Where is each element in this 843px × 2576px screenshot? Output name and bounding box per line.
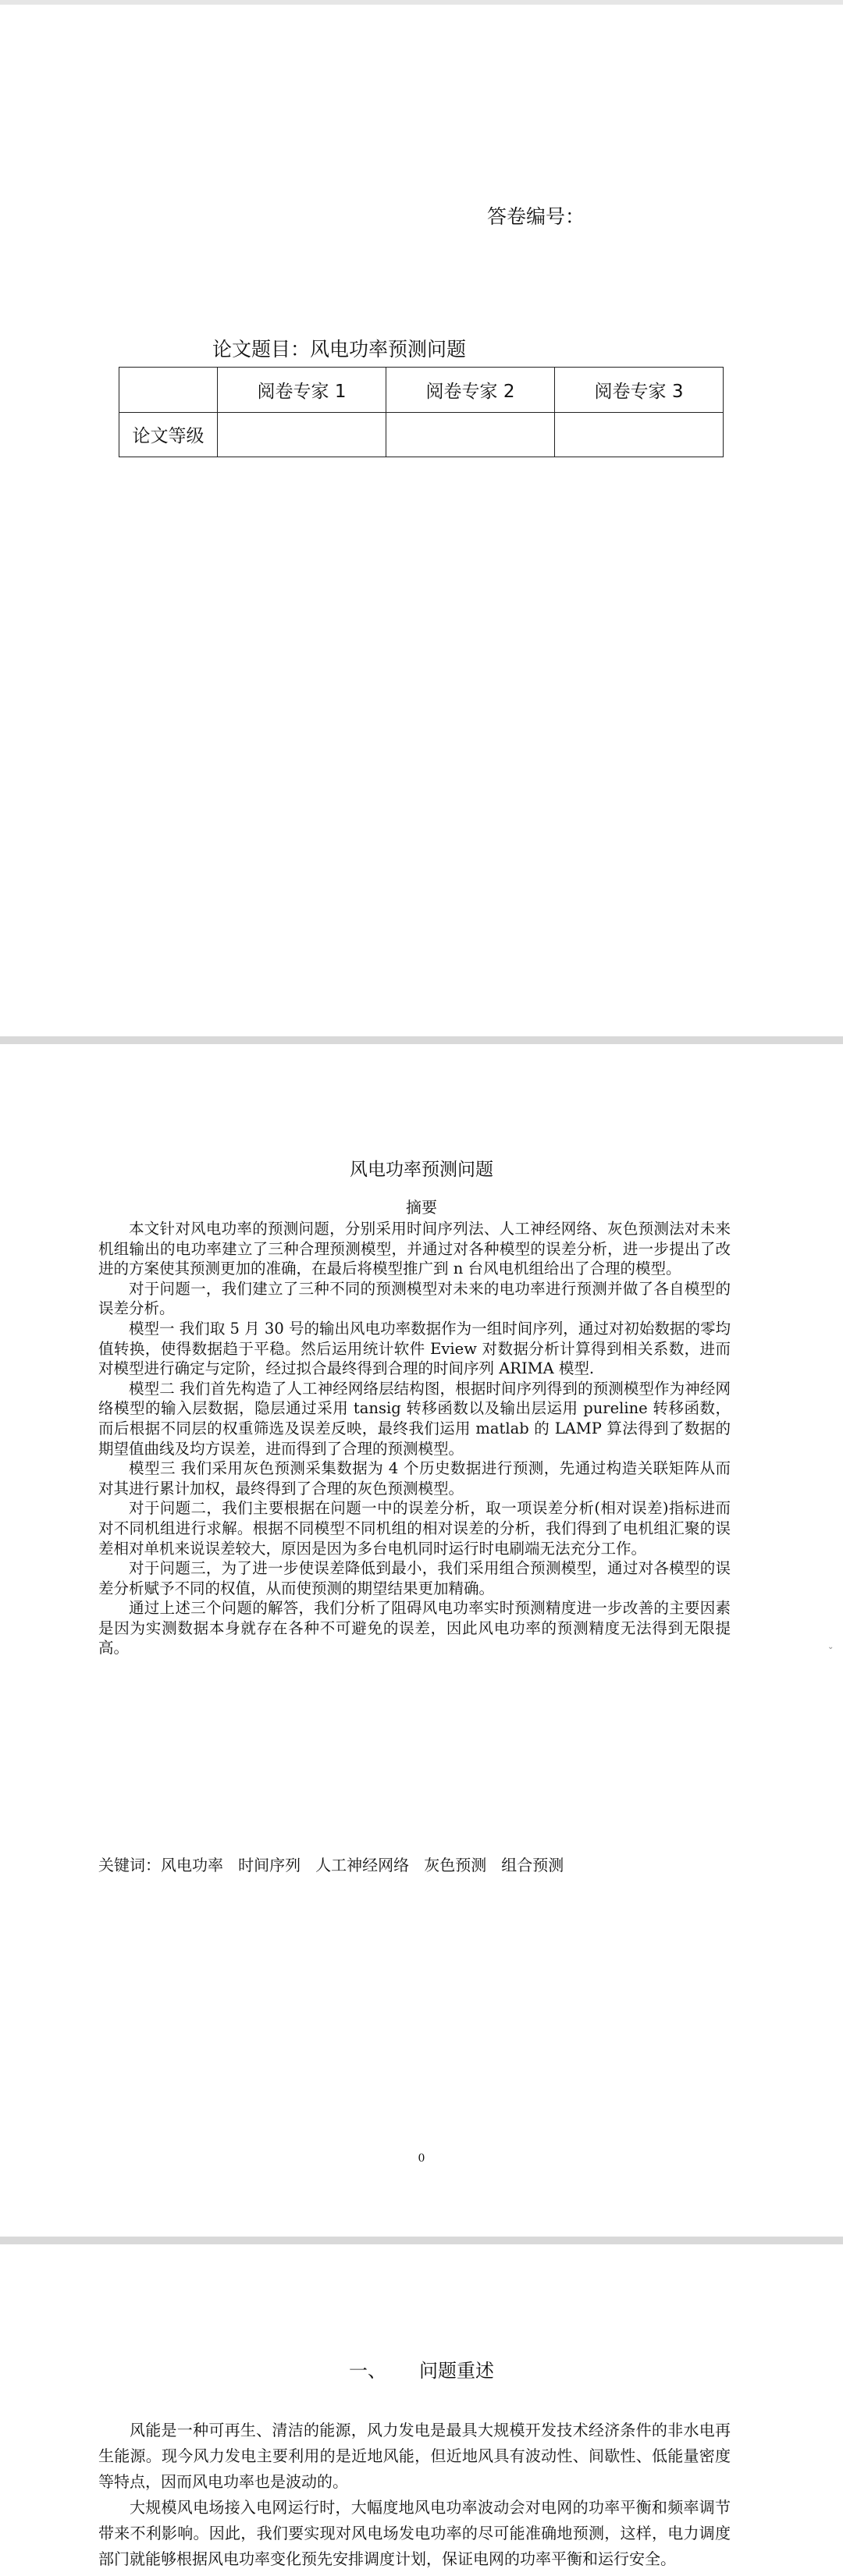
grading-table	[119, 367, 724, 457]
abstract-paragraph: 对于问题三，为了进一步使误差降低到最小，我们采用组合预测模型，通过对各模型的误差分析赋予不同的权值，从而使预测的期望结果更加精确。	[98, 1559, 731, 1597]
grade-cell-expert-1	[218, 412, 386, 457]
cover-page	[0, 5, 843, 1036]
page-separator	[0, 1036, 843, 1044]
answer-number-label: 答卷编号：	[487, 205, 585, 228]
abstract-paragraph: 模型一 我们取 5 月 30 号的输出风电功率数据作为一组时间序列，通过对初始数据的零均值转换，使得数据趋于平稳。然后运用统计软件 Eview 对数据分析计算得到相关系数，进而对模型进行确定与定阶，经过拟合最终得到合理的时间序列 ARIMA 模型.	[98, 1319, 731, 1378]
abstract-heading: 摘要	[406, 1198, 437, 1217]
header-expert-1: 阅卷专家 1	[218, 368, 386, 413]
row-label-grade: 论文等级	[119, 412, 218, 457]
table-header-row	[119, 368, 724, 413]
abstract-paragraph: 模型三 我们采用灰色预测采集数据为 4 个历史数据进行预测，先通过构造关联矩阵从而对其进行累计加权，最终得到了合理的灰色预测模型。	[98, 1459, 731, 1498]
section-title: 问题重述	[419, 2360, 494, 2382]
section-body	[98, 2418, 731, 2572]
page-number: 0	[418, 2152, 425, 2165]
abstract-paragraph: 模型二 我们首先构造了人工神经网络层结构图，根据时间序列得到的预测模型作为神经网络模型的输入层数据，隐层通过采用 tansig 转移函数以及输出层运用 pureline 转移函数，而后根据不同层的权重筛选及误差反映，最终我们运用 matlab 的 LAMP 算法得到了数据的期望值曲线及均方误差，进而得到了合理的预测模型。	[98, 1379, 731, 1458]
header-expert-2: 阅卷专家 2	[386, 368, 555, 413]
abstract-body	[98, 1219, 731, 1658]
section-paragraph: 大规模风电场接入电网运行时，大幅度地风电功率波动会对电网的功率平衡和频率调节带来不利影响。因此，我们要实现对风电场发电功率的尽可能准确地预测，这样，电力调度部门就能够根据风电功率变化预先安排调度计划，保证电网的功率平衡和运行安全。	[98, 2498, 731, 2568]
page-separator	[0, 2237, 843, 2244]
abstract-paragraph: 通过上述三个问题的解答，我们分析了阻碍风电功率实时预测精度进一步改善的主要因素是因为实测数据本身就存在各种不可避免的误差，因此风电功率的预测精度无法得到无限提高。	[98, 1599, 731, 1658]
paper-title: 论文题目：风电功率预测问题	[212, 338, 467, 361]
document-title: 风电功率预测问题	[350, 1160, 493, 1180]
section-heading	[0, 2355, 843, 2382]
margin-mark: ⌄	[827, 1643, 834, 1651]
section-number: 一、	[349, 2360, 386, 2382]
abstract-paragraph: 本文针对风电功率的预测问题，分别采用时间序列法、人工神经网络、灰色预测法对未来机组输出的电功率建立了三种合理预测模型，并通过对各种模型的误差分析，进一步提出了改进的方案使其预测更加的准确，在最后将模型推广到 n 台风电机组给出了合理的模型。	[98, 1220, 731, 1278]
table-row	[119, 412, 724, 457]
section-paragraph: 风能是一种可再生、清洁的能源，风力发电是最具大规模开发技术经济条件的非水电再生能源。现今风力发电主要利用的是近地风能，但近地风具有波动性、间歇性、低能量密度等特点，因而风电功率也是波动的。	[98, 2421, 731, 2491]
grade-cell-expert-2	[386, 412, 555, 457]
abstract-paragraph: 对于问题一，我们建立了三种不同的预测模型对未来的电功率进行预测并做了各自模型的误差分析。	[98, 1279, 731, 1318]
abstract-paragraph: 对于问题二，我们主要根据在问题一中的误差分析，取一项误差分析(相对误差)指标进而对不同机组进行求解。根据不同模型不同机组的相对误差的分析，我们得到了电机组汇聚的误差相对单机来说误差较大，原因是因为多台电机同时运行时电刷端无法充分工作。	[98, 1499, 731, 1558]
header-expert-3: 阅卷专家 3	[555, 368, 724, 413]
keywords-line: 关键词：风电功率 时间序列 人工神经网络 灰色预测 组合预测	[98, 1856, 564, 1874]
header-empty-cell	[119, 368, 218, 413]
grade-cell-expert-3	[555, 412, 724, 457]
